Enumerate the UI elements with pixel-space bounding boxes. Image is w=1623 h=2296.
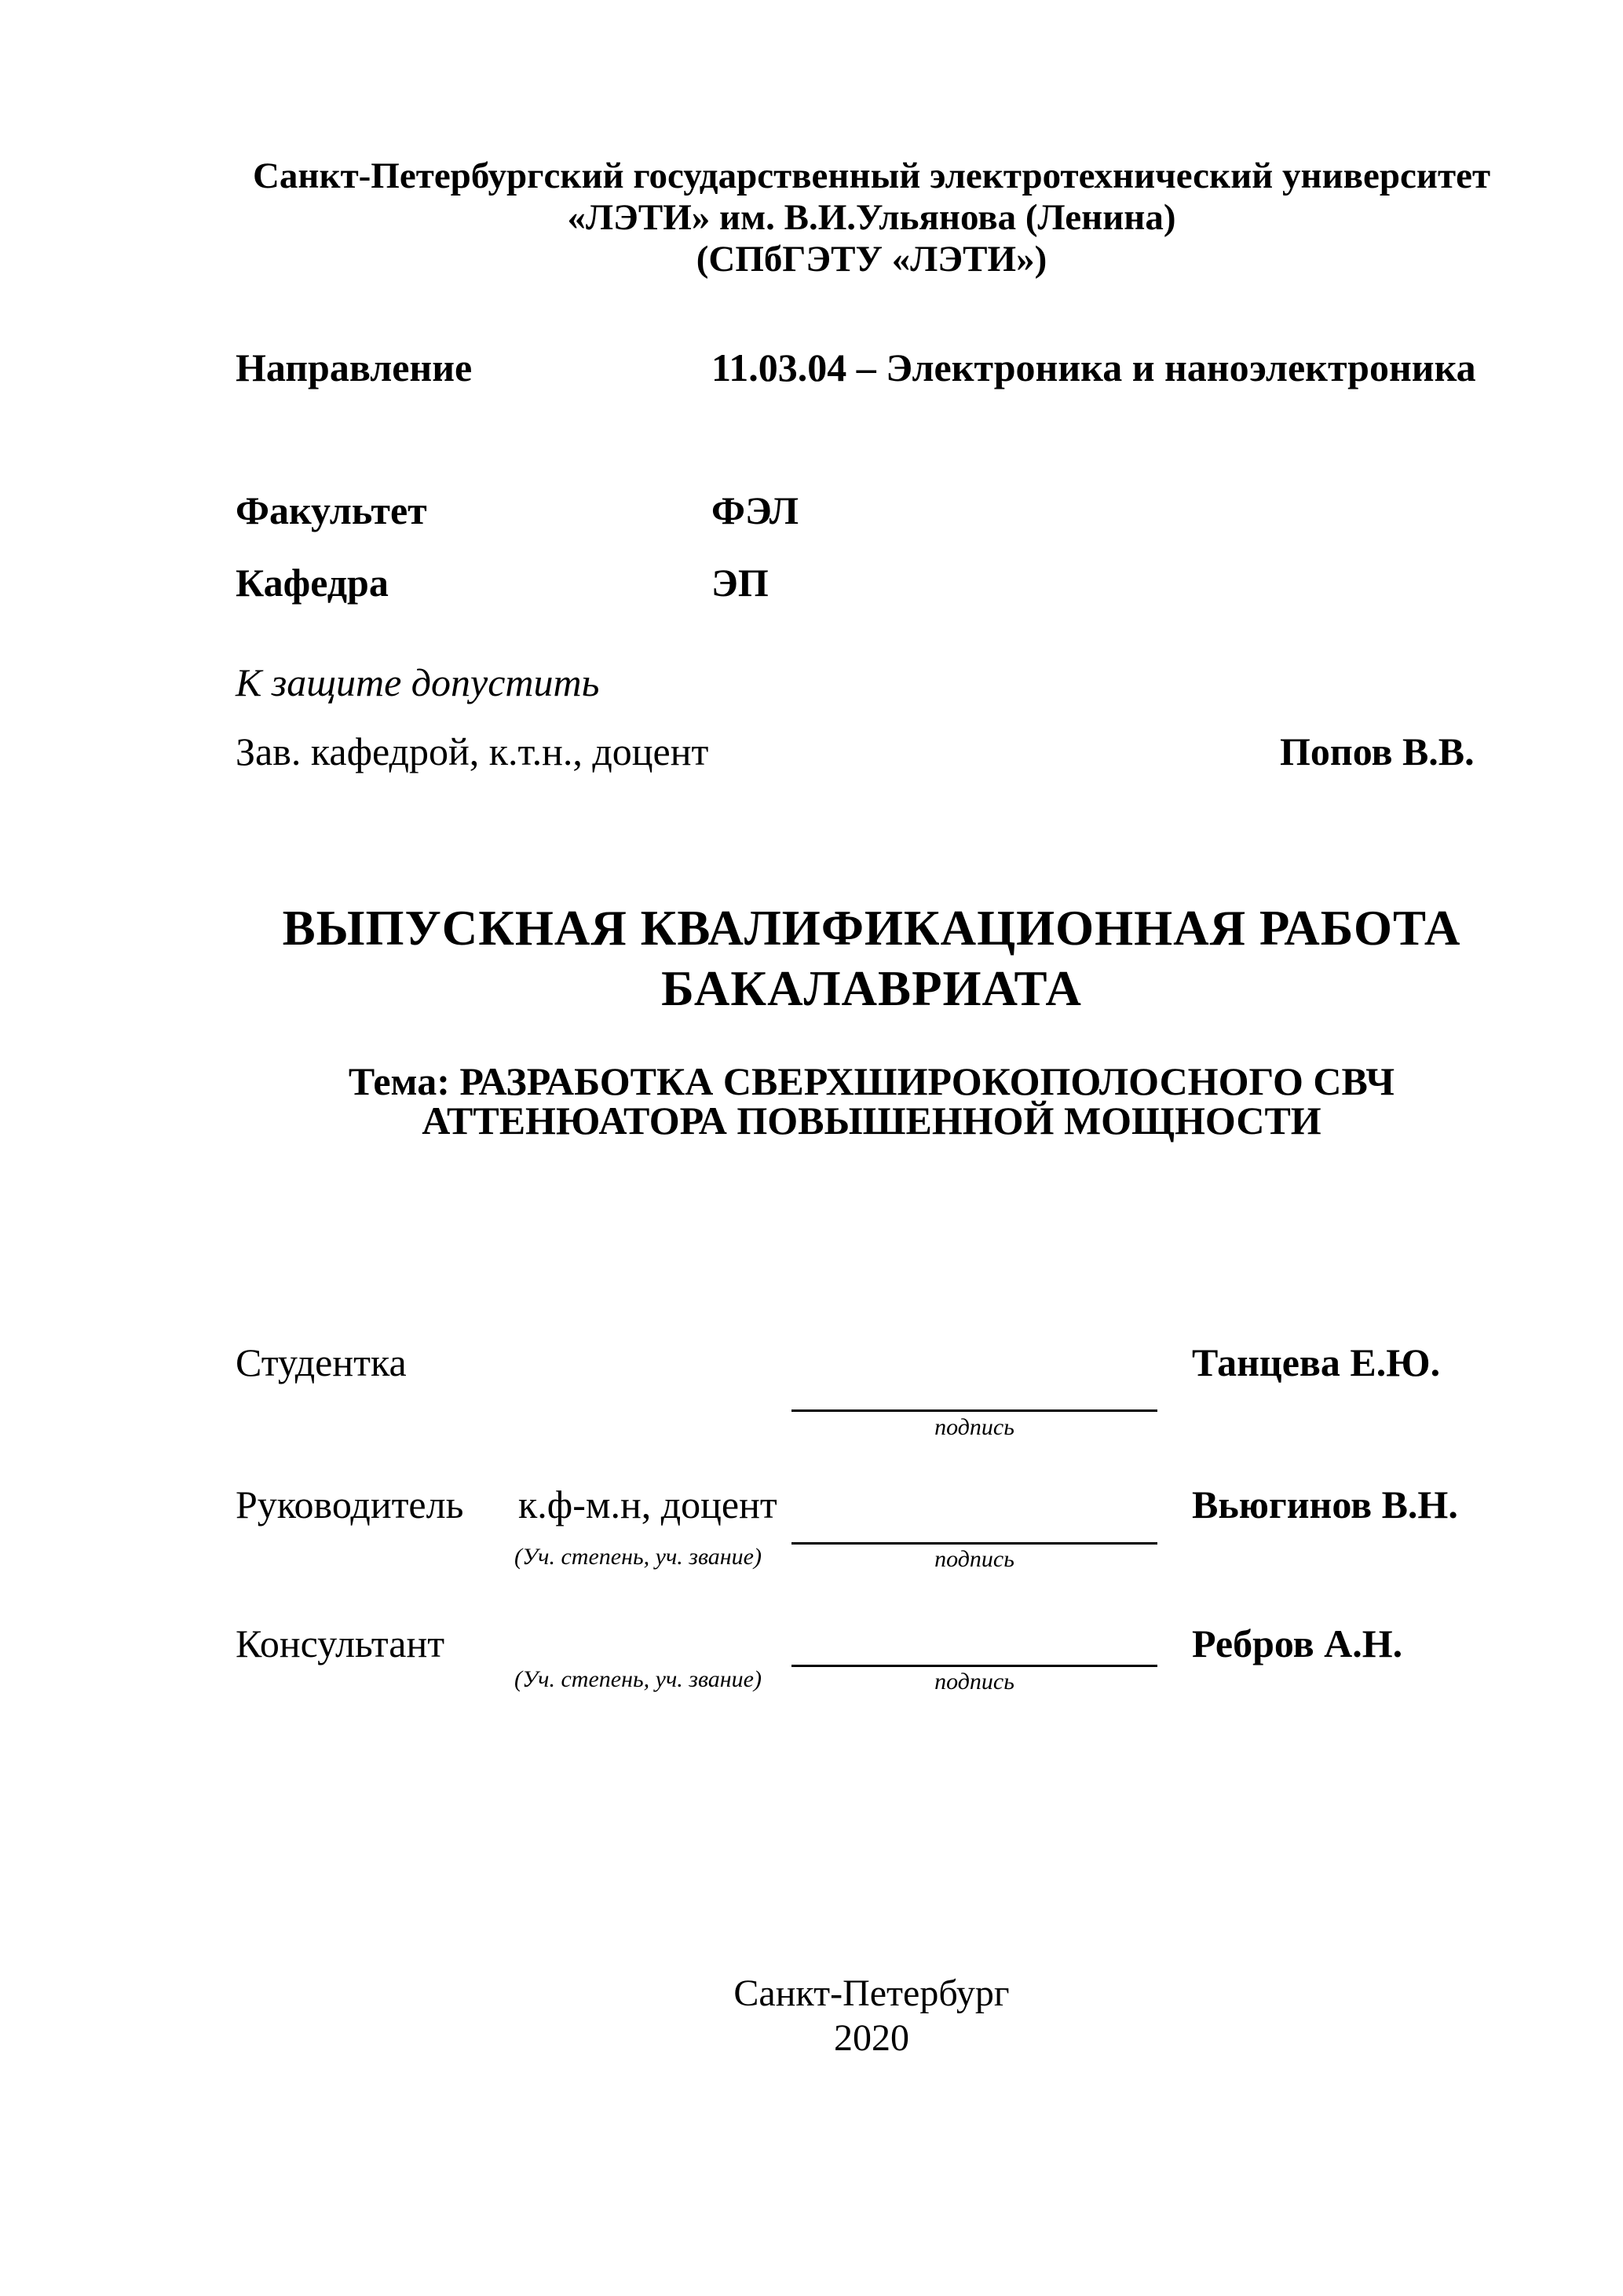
work-theme-line2: АТТЕНЮАТОРА ПОВЫШЕННОЙ МОЩНОСТИ bbox=[422, 1099, 1321, 1143]
university-header bbox=[236, 155, 1508, 280]
consultant-name: Ребров А.Н. bbox=[1192, 1621, 1403, 1665]
work-theme bbox=[236, 1059, 1508, 1143]
supervisor-signature-caption: подпись bbox=[934, 1546, 1014, 1572]
work-title bbox=[236, 898, 1508, 1019]
work-title-line2: БАКАЛАВРИАТА bbox=[661, 961, 1082, 1016]
footer-city: Санкт-Петербург bbox=[733, 1972, 1010, 2014]
student-signature-caption: подпись bbox=[934, 1414, 1014, 1440]
consultant-signature-line bbox=[791, 1665, 1157, 1667]
university-name-line2: «ЛЭТИ» им. В.И.Ульянова (Ленина) bbox=[567, 197, 1176, 238]
supervisor-signature-line bbox=[791, 1542, 1157, 1545]
footer bbox=[236, 1971, 1508, 2060]
supervisor-name: Вьюгинов В.Н. bbox=[1192, 1483, 1458, 1526]
work-theme-line1: Тема: РАЗРАБОТКА СВЕРХШИРОКОПОЛОСНОГО СВЧ bbox=[348, 1059, 1395, 1103]
consultant-degree-caption: (Уч. степень, уч. звание) bbox=[514, 1666, 762, 1692]
student-role-label: Студентка bbox=[236, 1340, 407, 1384]
consultant-role-label: Консультант bbox=[236, 1621, 445, 1665]
consultant-signature-caption: подпись bbox=[934, 1669, 1014, 1695]
university-name-line1: Санкт-Петербургский государственный электротехнический университет bbox=[252, 155, 1491, 196]
admission-approval-line: К защите допустить bbox=[236, 660, 600, 704]
department-value: ЭП bbox=[711, 561, 769, 605]
direction-value: 11.03.04 – Электроника и наноэлектроника bbox=[711, 345, 1476, 389]
supervisor-degree: к.ф-м.н, доцент bbox=[518, 1483, 777, 1526]
faculty-label: Факультет bbox=[236, 488, 427, 532]
student-signature-line bbox=[791, 1409, 1157, 1412]
department-head-name: Попов В.В. bbox=[1280, 729, 1475, 773]
university-name-line3: (СПбГЭТУ «ЛЭТИ») bbox=[696, 239, 1047, 280]
department-head-title: Зав. кафедрой, к.т.н., доцент bbox=[236, 729, 709, 773]
direction-label: Направление bbox=[236, 345, 473, 389]
faculty-value: ФЭЛ bbox=[711, 488, 799, 532]
work-title-line1: ВЫПУСКНАЯ КВАЛИФИКАЦИОННАЯ РАБОТА bbox=[282, 901, 1461, 956]
department-label: Кафедра bbox=[236, 561, 389, 605]
footer-year: 2020 bbox=[834, 2017, 909, 2059]
supervisor-role-label: Руководитель bbox=[236, 1483, 464, 1526]
student-name: Танцева Е.Ю. bbox=[1192, 1340, 1441, 1384]
supervisor-degree-caption: (Уч. степень, уч. звание) bbox=[514, 1544, 762, 1570]
